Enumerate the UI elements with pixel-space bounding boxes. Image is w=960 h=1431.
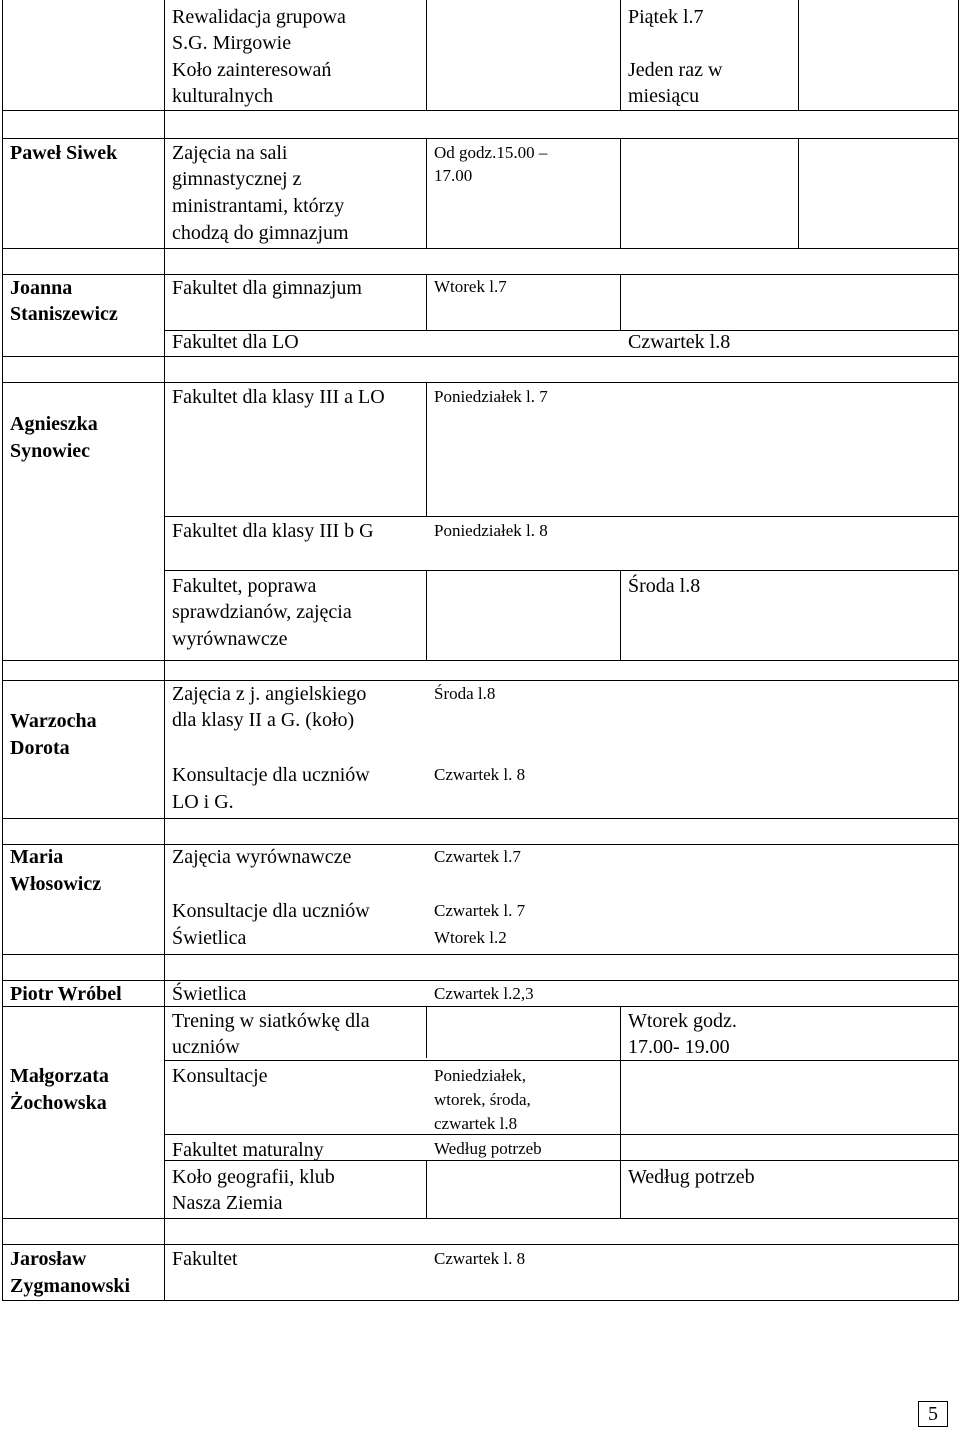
teacher-name: Włosowicz (10, 873, 102, 895)
teacher-name: Agnieszka (10, 413, 98, 435)
activity-text: dla klasy II a G. (koło) (172, 709, 355, 731)
teacher-name: Jarosław (10, 1248, 87, 1270)
activity-text: Zajęcia na sali (172, 142, 288, 164)
schedule-time: Wtorek l.2 (434, 928, 507, 947)
schedule-time: czwartek l.8 (434, 1114, 518, 1133)
activity-text: S.G. Mirgowie (172, 32, 292, 54)
activity-text: Świetlica (172, 927, 247, 949)
activity-text: uczniów (172, 1036, 240, 1058)
activity-text: Koło zainteresowań (172, 59, 332, 81)
schedule-time: Poniedziałek l. 7 (434, 387, 548, 406)
activity-text: wyrównawcze (172, 628, 288, 650)
schedule-time: Czwartek l.7 (434, 847, 521, 866)
teacher-name: Paweł Siwek (10, 142, 118, 164)
schedule-time: Czwartek l. 8 (434, 765, 526, 784)
activity-text: sprawdzianów, zajęcia (172, 601, 352, 623)
activity-text: chodzą do gimnazjum (172, 222, 349, 244)
activity-text: ministrantami, którzy (172, 195, 345, 217)
schedule-time: Od godz.15.00 – (434, 143, 548, 162)
activity-text: Koło geografii, klub (172, 1166, 335, 1188)
page-number: 5 (918, 1401, 948, 1427)
schedule-time: Wtorek l.7 (434, 277, 507, 296)
schedule-note: Jeden raz w (628, 59, 723, 81)
teacher-name: Warzocha (10, 710, 97, 732)
activity-text: Rewalidacja grupowa (172, 6, 346, 28)
schedule-time: Poniedziałek l. 8 (434, 521, 548, 540)
activity-text: Konsultacje (172, 1065, 268, 1087)
schedule-time: Czwartek l.2,3 (434, 984, 534, 1003)
activity-text: Fakultet dla klasy III b G (172, 520, 374, 542)
schedule-time: Czwartek l. 7 (434, 901, 526, 920)
schedule-time: Czwartek l.8 (628, 331, 731, 353)
activity-text: Trening w siatkówkę dla (172, 1010, 370, 1032)
teacher-name: Synowiec (10, 440, 90, 462)
schedule-note: Według potrzeb (628, 1166, 755, 1188)
teacher-name: Joanna (10, 277, 73, 299)
activity-text: Fakultet (172, 1248, 238, 1270)
teacher-name: Żochowska (10, 1092, 107, 1114)
activity-text: Świetlica (172, 983, 247, 1005)
activity-text: Zajęcia z j. angielskiego (172, 683, 367, 705)
activity-text: Fakultet, poprawa (172, 575, 317, 597)
schedule-time: Czwartek l. 8 (434, 1249, 526, 1268)
activity-text: Zajęcia wyrównawcze (172, 846, 352, 868)
activity-text: Fakultet maturalny (172, 1139, 324, 1161)
teacher-name: Maria (10, 846, 64, 868)
schedule-time: Środa l.8 (628, 575, 701, 597)
schedule-note: Wtorek godz. (628, 1010, 737, 1032)
teacher-name: Zygmanowski (10, 1275, 131, 1297)
schedule-note: Piątek l.7 (628, 6, 704, 28)
schedule-note: 17.00- 19.00 (628, 1036, 730, 1058)
activity-text: Konsultacje dla uczniów (172, 900, 370, 922)
teacher-name: Staniszewicz (10, 303, 118, 325)
schedule-time: wtorek, środa, (434, 1090, 531, 1109)
teacher-name: Małgorzata (10, 1065, 109, 1087)
activity-text: Fakultet dla LO (172, 331, 299, 353)
schedule-note: miesiącu (628, 85, 700, 107)
schedule-time: Środa l.8 (434, 684, 496, 703)
activity-text: Fakultet dla klasy III a LO (172, 386, 385, 408)
activity-text: Nasza Ziemia (172, 1192, 283, 1214)
activity-text: Fakultet dla gimnazjum (172, 277, 362, 299)
activity-text: Konsultacje dla uczniów (172, 764, 370, 786)
activity-text: LO i G. (172, 791, 234, 813)
activity-text: gimnastycznej z (172, 168, 302, 190)
teacher-name: Piotr Wróbel (10, 983, 122, 1005)
schedule-time: Według potrzeb (434, 1139, 542, 1158)
activity-text: kulturalnych (172, 85, 274, 107)
schedule-time: 17.00 (434, 166, 473, 185)
teacher-name: Dorota (10, 737, 70, 759)
schedule-time: Poniedziałek, (434, 1066, 527, 1085)
